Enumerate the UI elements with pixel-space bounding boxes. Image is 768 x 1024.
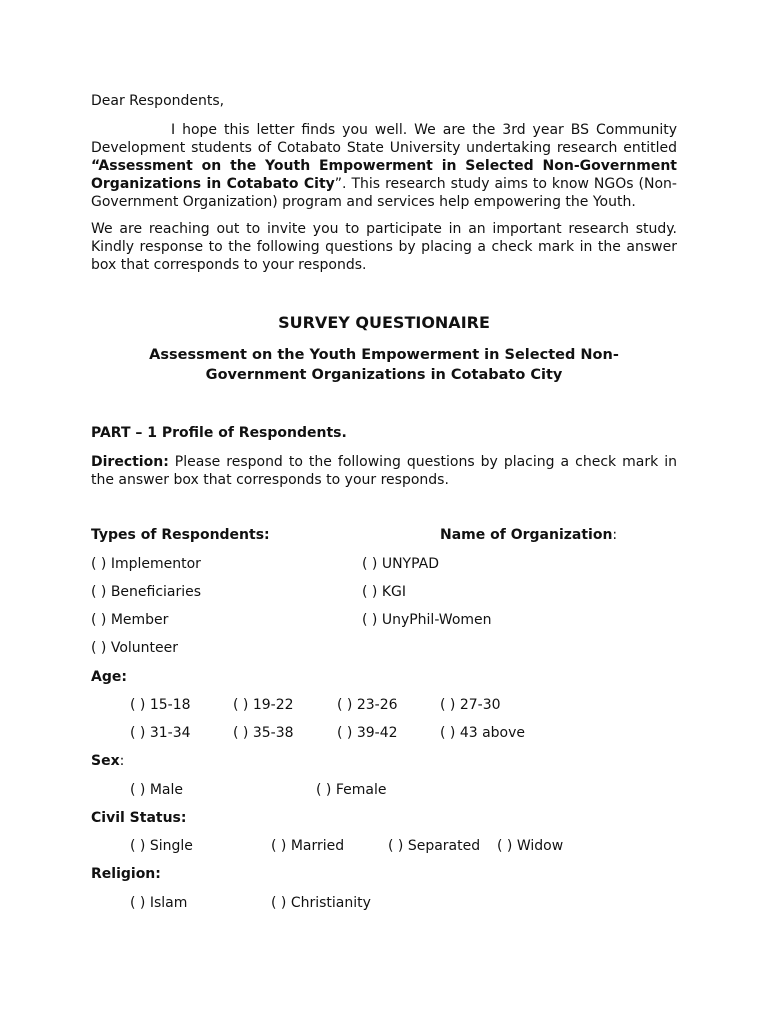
civil-status-option-widow[interactable]: ( ) Widow (497, 838, 564, 854)
organization-label: Name of Organization (440, 527, 613, 543)
greeting: Dear Respondents, (91, 93, 225, 109)
sex-label-line (91, 752, 124, 770)
age-option-27-30[interactable]: ( ) 27-30 (440, 697, 501, 713)
part1-heading: PART – 1 Profile of Respondents. (91, 425, 347, 441)
research-title: “Assessment on the Youth Empowerment in Selected Non-Government Organizations in Cotabato City (91, 158, 677, 192)
organization-colon: : (612, 527, 618, 543)
sex-colon: : (119, 753, 125, 769)
types-option-implementor[interactable]: ( ) Implementor (91, 556, 201, 572)
types-option-member[interactable]: ( ) Member (91, 612, 169, 628)
civil-status-option-married[interactable]: ( ) Married (271, 838, 345, 854)
civil-status-option-single[interactable]: ( ) Single (130, 838, 193, 854)
direction-text: Please respond to the following questions by placing a check mark in the answer box that corresponds to your responds. (91, 454, 677, 488)
age-option-23-26[interactable]: ( ) 23-26 (337, 697, 398, 713)
organization-label-line (440, 526, 617, 544)
age-label: Age: (91, 669, 127, 685)
civil-status-option-separated[interactable]: ( ) Separated (388, 838, 481, 854)
sex-label: Sex (91, 753, 120, 769)
age-option-19-22[interactable]: ( ) 19-22 (233, 697, 294, 713)
types-option-beneficiaries[interactable]: ( ) Beneficiaries (91, 584, 202, 600)
organization-option-unypad[interactable]: ( ) UNYPAD (362, 556, 439, 572)
direction-paragraph (91, 453, 677, 489)
intro-rest: ”. This research study aims to know NGOs (Non-Government Organization) program and services help empowering the Youth. (91, 176, 677, 210)
intro-text: I hope this letter finds you well. We are the 3rd year BS Community Development students of Cotabato State University undertaking research entitled (91, 122, 677, 156)
sex-option-female[interactable]: ( ) Female (316, 782, 387, 798)
survey-subtitle (91, 345, 677, 385)
survey-title: SURVEY QUESTIONAIRE (278, 313, 490, 332)
survey-subtitle-line-1: Assessment on the Youth Empowerment in Selected Non- (149, 347, 619, 363)
age-option-39-42[interactable]: ( ) 39-42 (337, 725, 398, 741)
survey-subtitle-line-2: Government Organizations in Cotabato City (205, 367, 563, 383)
age-option-31-34[interactable]: ( ) 31-34 (130, 725, 191, 741)
age-option-35-38[interactable]: ( ) 35-38 (233, 725, 294, 741)
types-option-volunteer[interactable]: ( ) Volunteer (91, 640, 178, 656)
sex-option-male[interactable]: ( ) Male (130, 782, 183, 798)
organization-option-unyphil-women[interactable]: ( ) UnyPhil-Women (362, 612, 492, 628)
age-option-15-18[interactable]: ( ) 15-18 (130, 697, 191, 713)
religion-label: Religion: (91, 866, 161, 882)
civil-status-label: Civil Status: (91, 810, 187, 826)
religion-option-islam[interactable]: ( ) Islam (130, 895, 188, 911)
religion-option-christianity[interactable]: ( ) Christianity (271, 895, 371, 911)
age-option-43-above[interactable]: ( ) 43 above (440, 725, 526, 741)
direction-label: Direction: (91, 454, 169, 470)
types-label: Types of Respondents: (91, 527, 270, 543)
intro-paragraph (91, 121, 677, 211)
invitation-paragraph: We are reaching out to invite you to participate in an important research study. Kindly response to the following questions by placing a check mark in the answer box that corresponds to your responds. (91, 221, 677, 273)
organization-option-kgi[interactable]: ( ) KGI (362, 584, 406, 600)
